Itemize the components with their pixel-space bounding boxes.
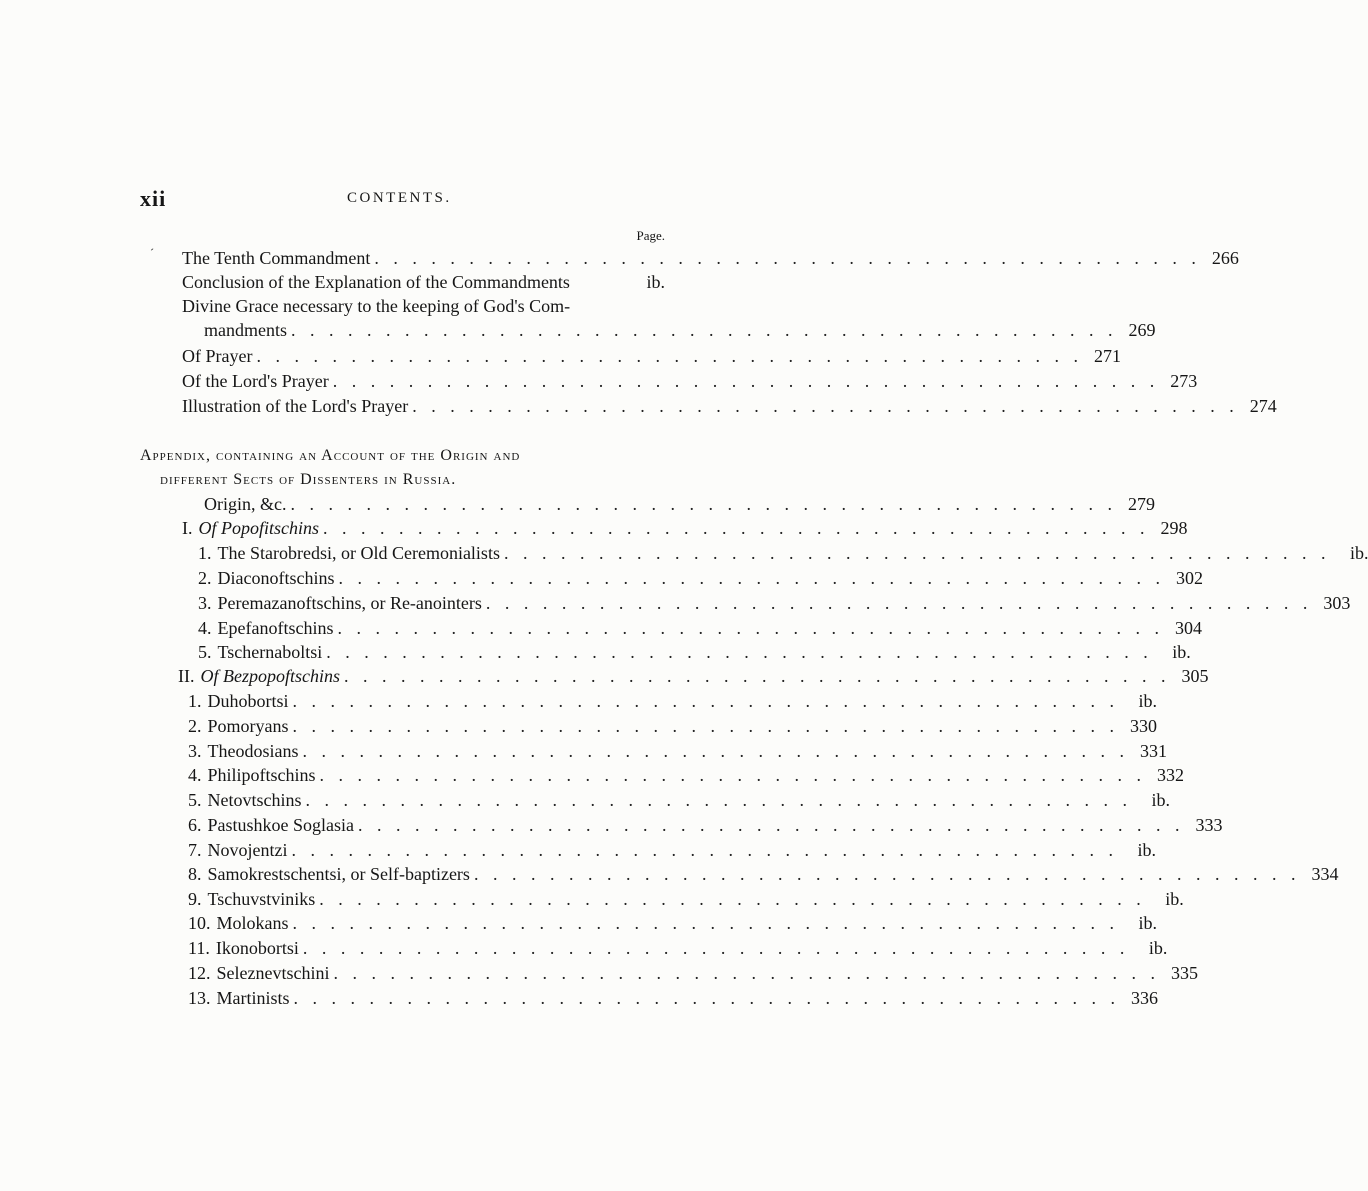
entry-page: 335 [1170, 963, 1198, 983]
leader-dots: . . . . . . . . . . . . . . . . . . . . . . . . . . . . . . . . . . . . . . . . . . . . [374, 248, 1201, 268]
entry-page: 304 [1174, 618, 1202, 638]
toc-entry[interactable] [188, 986, 1159, 1010]
entry-number: 1. [198, 543, 212, 563]
leader-dots: . . . . . . . . . . . . . . . . . . . . . . . . . . . . . . . . . . . . . . . . . . . . [333, 963, 1160, 983]
leader-dots: . . . . . . . . . . . . . . . . . . . . . . . . . . . . . . . . . . . . . . . . . . . . [291, 320, 1118, 340]
entry-title: Of Bezpopoftschins [200, 666, 340, 686]
appendix-heading: Appendix, containing an Account of the Origin and [140, 447, 521, 464]
leader-dots: . . . . . . . . . . . . . . . . . . . . . . . . . . . . . . . . . . . . . . . . . . . . [473, 864, 1301, 884]
toc-entry[interactable] [188, 788, 1170, 812]
toc-entry[interactable] [188, 763, 1185, 787]
entry-number: 4. [198, 618, 212, 638]
toc-entry[interactable] [198, 591, 1351, 615]
leader-dots: . . . . . . . . . . . . . . . . . . . . . . . . . . . . . . . . . . . . . . . . . . . . [323, 518, 1150, 538]
entry-number: 12. [188, 963, 211, 983]
entry-title: The Tenth Commandment [182, 248, 371, 268]
leader-dots: . . . . . . . . . . . . . . . . . . . . . . . . . . . . . . . . . . . . . . . . . . . . [319, 889, 1146, 909]
entry-page: ib. [1137, 840, 1156, 860]
leader-dots: . . . . . . . . . . . . . . . . . . . . . . . . . . . . . . . . . . . . . . . . . . . . [412, 396, 1239, 416]
entry-title: Theodosians [207, 741, 299, 761]
toc-entry[interactable] [204, 318, 1156, 342]
entry-page: 279 [1128, 494, 1155, 514]
toc-section-entry[interactable] [178, 664, 1209, 688]
toc-entry[interactable] [182, 394, 1277, 418]
entry-number: 2. [188, 716, 202, 736]
entry-number: 8. [188, 864, 202, 884]
entry-number: 2. [198, 568, 212, 588]
entry-page: ib. [1349, 543, 1368, 563]
entry-page: ib. [1151, 790, 1170, 810]
leader-dots: . . . . . . . . . . . . . . . . . . . . . . . . . . . . . . . . . . . . . . . . . . . . [344, 666, 1171, 686]
toc-entry[interactable] [188, 714, 1157, 738]
entry-title: Peremazanoftschins, or Re-anointers [217, 593, 482, 613]
leader-dots: . . . . . . . . . . . . . . . . . . . . . . . . . . . . . . . . . . . . . . . . . . . . [358, 815, 1185, 835]
leader-dots: . . . . . . . . . . . . . . . . . . . . . . . . . . . . . . . . . . . . . . . . . . . . [290, 494, 1117, 514]
leader-dots: . . . . . . . . . . . . . . . . . . . . . . . . . . . . . . . . . . . . . . . . . . . . [292, 716, 1119, 736]
toc-entry[interactable] [198, 541, 1368, 565]
toc-entry[interactable] [188, 887, 1184, 911]
entry-page: 333 [1195, 815, 1223, 835]
entry-number: 3. [188, 741, 202, 761]
toc-entry[interactable] [188, 936, 1168, 960]
entry-number: 5. [188, 790, 202, 810]
leader-dots: . . . . . . . . . . . . . . . . . . . . . . . . . . . . . . . . . . . . . . . . . . . . [337, 618, 1164, 638]
entry-title: Duhobortsi [207, 691, 289, 711]
page-header [140, 186, 665, 216]
entry-number: 13. [188, 988, 211, 1008]
entry-title: Novojentzi [207, 840, 288, 860]
entry-page: 271 [1093, 346, 1121, 366]
entry-title: Molokans [216, 913, 289, 933]
entry-page: ib. [1172, 642, 1191, 662]
toc-entry[interactable] [188, 911, 1157, 935]
entry-title: Ikonobortsi [215, 938, 299, 958]
page-column-label: Page. [636, 228, 665, 243]
entry-number: 6. [188, 815, 202, 835]
entry-title: Tschuvstviniks [207, 889, 316, 909]
toc-entry[interactable] [182, 369, 1198, 393]
running-title: CONTENTS. [347, 190, 452, 206]
toc-entry[interactable] [182, 270, 665, 294]
toc-entry[interactable] [198, 640, 1191, 664]
entry-page: 302 [1175, 568, 1203, 588]
entry-title: Diaconoftschins [217, 568, 335, 588]
entry-page: 269 [1128, 320, 1156, 340]
entry-page: ib. [1138, 913, 1157, 933]
leader-dots: . . . . . . . . . . . . . . . . . . . . . . . . . . . . . . . . . . . . . . . . . . . . [332, 371, 1160, 391]
leader-dots: . . . . . . . . . . . . . . . . . . . . . . . . . . . . . . . . . . . . . . . . . . . . [485, 593, 1313, 613]
entry-title: The Starobredsi, or Old Ceremonialists [217, 543, 500, 563]
leader-dots: . . . . . . . . . . . . . . . . . . . . . . . . . . . . . . . . . . . . . . . . . . . . [292, 691, 1119, 711]
entry-number: 10. [188, 913, 211, 933]
entry-title: Philipoftschins [207, 765, 316, 785]
entry-title: Martinists [216, 988, 290, 1008]
entry-page: 298 [1160, 518, 1188, 538]
entry-title: Samokrestschentsi, or Self-baptizers [207, 864, 470, 884]
toc-entry[interactable] [188, 838, 1156, 862]
entry-page: 303 [1323, 593, 1351, 613]
entry-page: 273 [1170, 371, 1198, 391]
toc-section-entry[interactable] [182, 516, 1188, 540]
entry-title: Seleznevtschini [216, 963, 330, 983]
leader-dots: . . . . . . . . . . . . . . . . . . . . . . . . . . . . . . . . . . . . . . . . . . . . [305, 790, 1132, 810]
appendix-heading-cont: different Sects of Dissenters in Russia. [160, 471, 457, 488]
toc-entry[interactable] [198, 616, 1202, 640]
leader-dots: . . . . . . . . . . . . . . . . . . . . . . . . . . . . . . . . . . . . . . . . . . . . [319, 765, 1147, 785]
section-numeral: I. [182, 518, 193, 538]
entry-number: 5. [198, 642, 212, 662]
entry-title: Tschernaboltsi [217, 642, 323, 662]
leader-dots: . . . . . . . . . . . . . . . . . . . . . . . . . . . . . . . . . . . . . . . . . . . . [326, 642, 1153, 662]
leader-dots: . . . . . . . . . . . . . . . . . . . . . . . . . . . . . . . . . . . . . . . . . . . . [302, 938, 1130, 958]
entry-page: 336 [1131, 988, 1159, 1008]
entry-page: 334 [1311, 864, 1339, 884]
entry-number: 3. [198, 593, 212, 613]
entry-page: 305 [1181, 666, 1209, 686]
leader-dots: . . . . . . . . . . . . . . . . . . . . . . . . . . . . . . . . . . . . . . . . . . . . [256, 346, 1083, 366]
entry-title: Of the Lord's Prayer [182, 371, 329, 391]
entry-title: Epefanoftschins [217, 618, 334, 638]
toc-entry[interactable] [204, 492, 1155, 516]
leader-dots: . . . . . . . . . . . . . . . . . . . . . . . . . . . . . . . . . . . . . . . . . . . . [302, 741, 1129, 761]
entry-page: ib. [1165, 889, 1184, 909]
entry-title: Of Prayer [182, 346, 253, 366]
entry-number: 1. [188, 691, 202, 711]
entry-title: Netovtschins [207, 790, 302, 810]
toc-entry[interactable] [182, 344, 1121, 368]
leader-dots: . . . . . . . . . . . . . . . . . . . . . . . . . . . . . . . . . . . . . . . . . . . . [338, 568, 1165, 588]
entry-number: 9. [188, 889, 202, 909]
toc-entry[interactable] [182, 246, 1239, 270]
entry-page: 331 [1139, 741, 1167, 761]
toc-entry[interactable] [188, 689, 1157, 713]
entry-title-line: Divine Grace necessary to the keeping of God's Com- [182, 296, 571, 316]
leader-dots: . . . . . . . . . . . . . . . . . . . . . . . . . . . . . . . . . . . . . . . . . . . . [293, 988, 1121, 1008]
toc-entry[interactable] [188, 813, 1223, 837]
entry-page: 332 [1157, 765, 1185, 785]
entry-number: 4. [188, 765, 202, 785]
toc-entry[interactable] [188, 961, 1198, 985]
entry-page: 266 [1211, 248, 1239, 268]
entry-number: 7. [188, 840, 202, 860]
printer-mark: ´ [150, 246, 154, 260]
toc-entry[interactable] [188, 739, 1167, 763]
entry-title: mandments [204, 320, 287, 340]
entry-title: Of Popofitschins [198, 518, 319, 538]
entry-title: Illustration of the Lord's Prayer [182, 396, 409, 416]
leader-dots: . . . . . . . . . . . . . . . . . . . . . . . . . . . . . . . . . . . . . . . . . . . . [292, 913, 1119, 933]
entry-page: ib. [646, 272, 665, 292]
folio-number: xii [140, 186, 167, 211]
entry-page: ib. [1138, 691, 1157, 711]
leader-dots: . . . . . . . . . . . . . . . . . . . . . . . . . . . . . . . . . . . . . . . . . . . . [503, 543, 1331, 563]
toc-entry[interactable] [198, 566, 1203, 590]
section-numeral: II. [178, 666, 195, 686]
entry-page: ib. [1148, 938, 1168, 958]
entry-page: 274 [1249, 396, 1277, 416]
entry-title: Pomoryans [207, 716, 289, 736]
leader-dots: . . . . . . . . . . . . . . . . . . . . . . . . . . . . . . . . . . . . . . . . . . . . [291, 840, 1118, 860]
entry-title: Origin, &c. [204, 494, 287, 514]
entry-number: 11. [188, 938, 210, 958]
entry-title: Pastushkoe Soglasia [207, 815, 354, 835]
entry-title: Conclusion of the Explanation of the Commandments [182, 272, 570, 292]
entry-page: 330 [1130, 716, 1157, 736]
toc-entry[interactable] [188, 862, 1339, 886]
